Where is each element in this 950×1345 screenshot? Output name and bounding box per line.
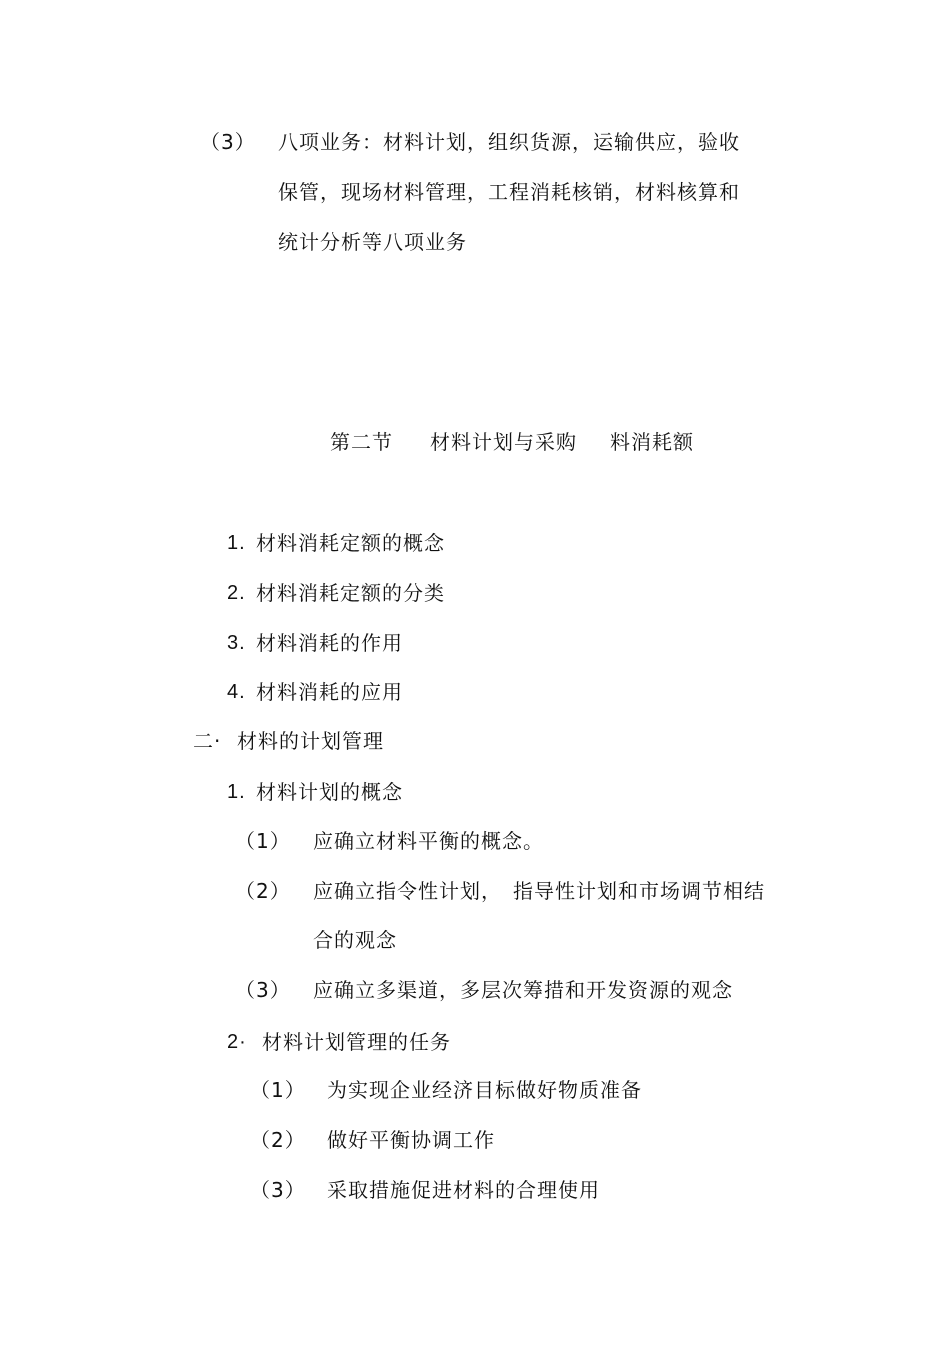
heading-text: 材料的计划管理 [237, 729, 384, 753]
section-number: 第二节 [330, 430, 393, 454]
item-text-line: 保管，现场材料管理，工程消耗核销，材料核算和 [278, 180, 740, 204]
item-text-line: 应确立多渠道，多层次筹措和开发资源的观念 [313, 978, 733, 1002]
list-number: 1. [227, 532, 246, 554]
item-text-line: 八项业务：材料计划，组织货源，运输供应，验收 [278, 130, 740, 154]
item-marker: （3） [250, 1178, 306, 1202]
list-item: 材料消耗定额的概念 [256, 531, 445, 555]
item-marker: （1） [250, 1078, 306, 1102]
item-text-line: 应确立指令性计划， 指导性计划和市场调节相结 [313, 879, 765, 903]
item-marker: （1） [235, 829, 291, 853]
list-number: 4. [227, 681, 246, 703]
item-marker: （3） [200, 130, 256, 154]
subheading-number: 1. [227, 781, 246, 803]
heading-number: 二· [193, 729, 222, 753]
item-text: 做好平衡协调工作 [327, 1128, 495, 1152]
item-text-line: 统计分析等八项业务 [278, 230, 467, 254]
item-marker: （2） [250, 1128, 306, 1152]
item-text-line: 合的观念 [313, 928, 397, 952]
item-text: 为实现企业经济目标做好物质准备 [327, 1078, 642, 1102]
item-text: 采取措施促进材料的合理使用 [327, 1178, 600, 1202]
section-heading: 材料计划与采购 [430, 430, 577, 454]
list-item: 材料消耗定额的分类 [256, 581, 445, 605]
list-item: 材料消耗的作用 [256, 631, 403, 655]
subheading-text: 材料计划管理的任务 [262, 1030, 451, 1054]
subheading-text: 材料计划的概念 [256, 780, 403, 804]
subheading-number: 2· [227, 1031, 247, 1053]
item-marker: （2） [235, 879, 291, 903]
list-item: 材料消耗的应用 [256, 680, 403, 704]
section-heading-tail: 料消耗额 [610, 430, 694, 454]
list-number: 3. [227, 632, 246, 654]
item-marker: （3） [235, 978, 291, 1002]
item-text-line: 应确立材料平衡的概念。 [313, 829, 544, 853]
list-number: 2. [227, 582, 246, 604]
